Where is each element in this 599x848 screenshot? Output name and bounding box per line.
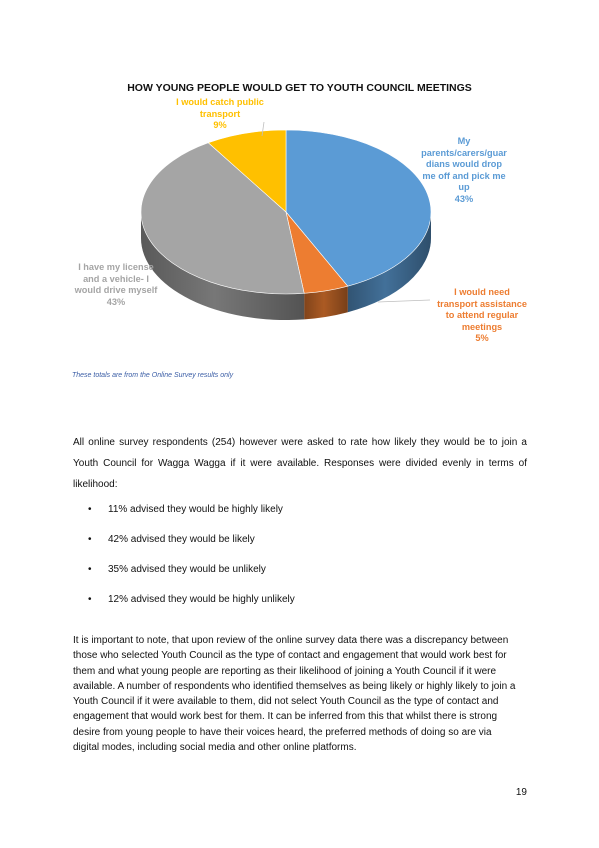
chart-title: HOW YOUNG PEOPLE WOULD GET TO YOUTH COUNCIL MEETINGS — [127, 82, 472, 94]
paragraph-intro: All online survey respondents (254) however were asked to rate how likely they would be to join a Youth Council for Wagga Wagga if it were available. Responses were divided evenly in terms of likelihood: — [73, 437, 527, 490]
slice-label-public-transport: I would catch public transport 9% — [176, 97, 264, 130]
slice-label-transport-assistance: I would need transport assistance to attend regular meetings 5% — [437, 287, 527, 343]
leader-line-transport-assistance — [378, 300, 430, 302]
chart-source-note: These totals are from the Online Survey results only — [72, 372, 234, 379]
list-item: • 35% advised they would be unlikely — [73, 560, 295, 590]
paragraph-discrepancy: It is important to note, that upon review of the online survey data there was a discrepancy between those who selected Youth Council as the type of contact and engagement that would work best for them and what young people are reporting as their likelihood of joining a Youth Council if it were available. A number of respondents who identified themselves as being likely or highly likely to join a Youth Council if it were available to them, did not select Youth Council as the type of contact and engagement that would work best for them. It can be inferred from this that whilst there is strong desire from young people to have their voices heard, the preferred methods of doing so are via digital modes, including social media and other online platforms. — [73, 635, 516, 754]
list-item: • 11% advised they would be highly likely — [73, 500, 295, 530]
bullet-icon: • — [88, 594, 92, 605]
list-item: • 12% advised they would be highly unlikely — [73, 590, 295, 620]
bullet-icon: • — [88, 564, 92, 575]
likelihood-list — [73, 500, 295, 620]
slice-label-parents: My parents/carers/guar dians would drop me off and pick me up 43% — [421, 136, 507, 204]
bullet-icon: • — [88, 534, 92, 545]
slice-label-drive-myself: I have my license and a vehicle- I would drive myself 43% — [74, 262, 158, 307]
list-item: • 42% advised they would be likely — [73, 530, 295, 560]
bullet-icon: • — [88, 504, 92, 515]
page-number: 19 — [515, 787, 527, 798]
